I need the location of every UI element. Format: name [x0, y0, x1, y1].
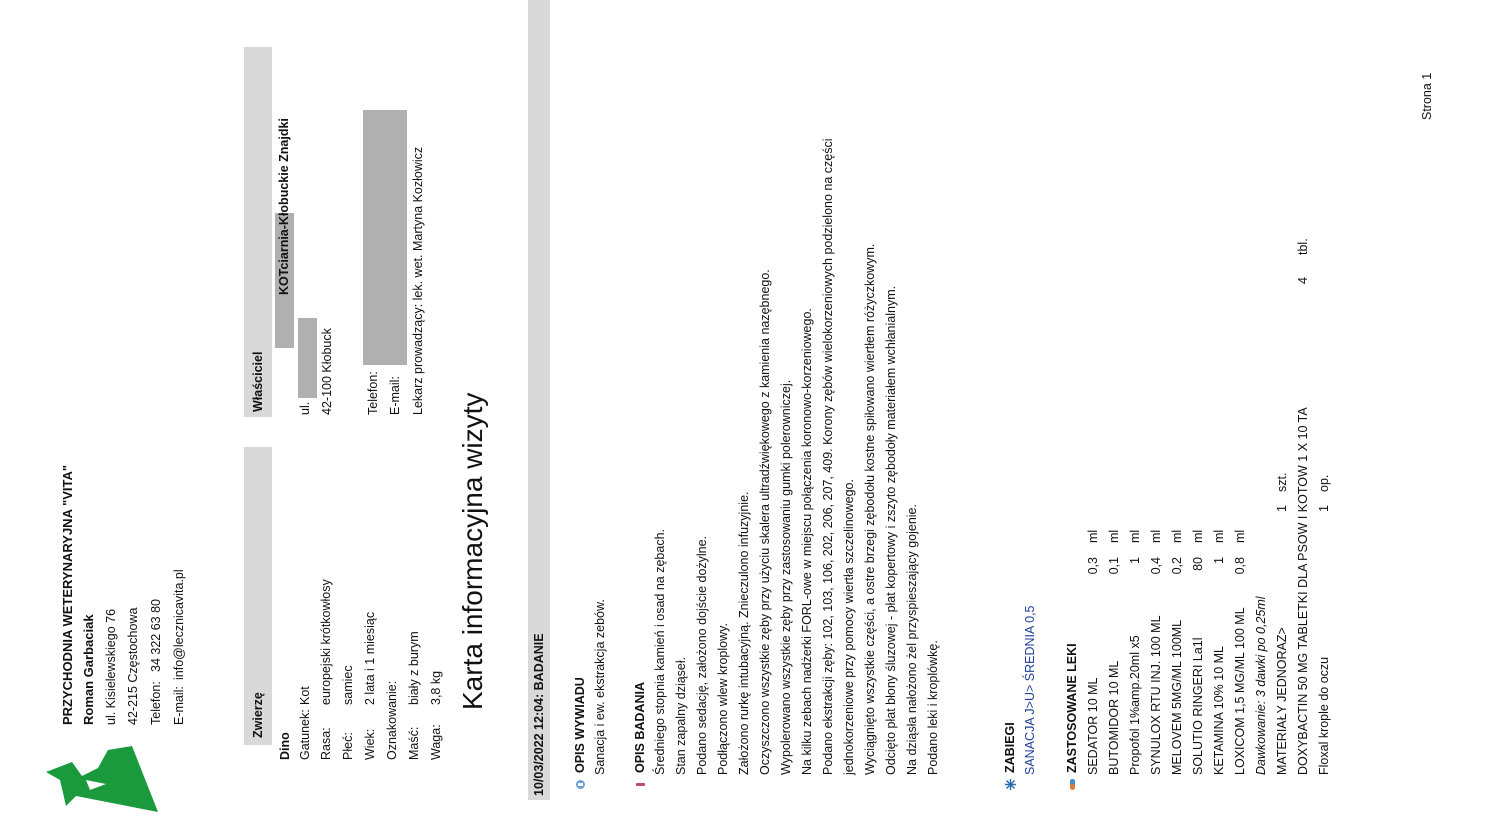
clinic-address-street: ul. Kisielewskiego 76 [104, 608, 118, 725]
exam-line: Założono rurkę intubacyjną. Znieczulono infuzyjnie. [737, 491, 751, 775]
med-unit: ml [1233, 529, 1247, 543]
procedures-title: ZABIEGI [1003, 722, 1017, 773]
med-unit: ml [1086, 529, 1100, 543]
owner-name: KOTciarnia-Kłobuckie Znajdki [277, 118, 291, 295]
med-unit: tbl. [1296, 238, 1310, 255]
exam-line: Wyciągnięto wszystkie części, a ostre brzegi zębodołu kostne spiłowano wiertłem różyczkowym. [863, 243, 877, 775]
clinic-phone: 34 322 63 80 [149, 599, 163, 672]
med-qty: 1 [1317, 505, 1331, 512]
animal-field-label: Wiek: [363, 728, 377, 760]
page-number: Strona 1 [1420, 72, 1434, 120]
owner-city: 42-100 Kłobuck [320, 328, 334, 415]
procedures-section-title [1003, 722, 1017, 790]
clinic-name: PRZYCHODNIA WETERYNARYJNA "VITA" [60, 464, 75, 725]
animal-field-label: Płeć: [341, 732, 355, 760]
exam-line: Podłączono wlew kroplowy. [716, 623, 730, 775]
owner-street-redaction [298, 318, 317, 398]
owner-street-label: ul. [298, 401, 312, 415]
animal-field-label: Gatunek: [298, 709, 312, 760]
med-qty: 80 [1191, 557, 1205, 571]
med-name: DOXYBACTIN 50 MG TABLETKI DLA PSOW I KOTOW 1 X 10 TA [1296, 407, 1310, 775]
med-unit: ml [1212, 529, 1226, 543]
animal-field-value: 2 lata i 1 miesiąc [363, 611, 377, 705]
med-name: KETAMINA 10% 10 ML [1212, 646, 1226, 775]
med-qty: 0,4 [1149, 557, 1163, 575]
procedures-icon [1005, 779, 1016, 790]
med-name: MELOVEM 5MG/ML 100ML [1170, 619, 1184, 775]
exam-title: OPIS BADANIA [633, 682, 647, 773]
meds-section-title [1065, 643, 1079, 790]
animal-field-value: biały z burym [407, 631, 421, 705]
animal-field-label: Waga: [429, 724, 443, 760]
med-unit: ml [1107, 529, 1121, 543]
med-unit: ml [1191, 529, 1205, 543]
animal-field-label: Maść: [407, 726, 421, 760]
exam-icon [635, 779, 646, 790]
history-title: OPIS WYWIADU [573, 677, 587, 773]
med-qty: 1 [1275, 505, 1289, 512]
owner-contact-redaction [363, 110, 407, 365]
owner-doctor: Lekarz prowadzący: lek. wet. Martyna Kozłowicz [411, 146, 425, 415]
med-unit: op. [1317, 474, 1331, 492]
exam-line: Stan zapalny dziąseł. [674, 656, 688, 775]
med-qty: 0,8 [1233, 557, 1247, 575]
meds-title: ZASTOSOWANE LEKI [1065, 643, 1079, 773]
history-icon [575, 779, 586, 790]
exam-line: Odcięto płat błony śluzowej - płat kopertowy i zszyto zębodoły materiałem wchłanialnym. [884, 285, 898, 775]
med-name: BUTOMIDOR 10 ML [1107, 660, 1121, 775]
med-qty: 4 [1296, 277, 1310, 284]
clinic-email: info@lecznicavita.pl [172, 569, 186, 680]
exam-line: Na kilku zebach nadżerki FORL-owe w miejscu połączenia koronowo-korzeniowego. [800, 308, 814, 775]
med-name: Propofol 1%amp.20ml x5 [1128, 635, 1142, 775]
med-name: SOLUTIO RINGERI La1l [1191, 637, 1205, 775]
exam-line: Wypolerowano wszystkie zęby przy zastosowaniu gumki polerowniczej. [779, 379, 793, 775]
med-name: Floxal krople do oczu [1317, 656, 1331, 775]
med-unit: ml [1149, 529, 1163, 543]
clinic-address-city: 42-215 Częstochowa [126, 607, 140, 725]
dosage-note: Dawkowanie: 3 dawki po 0,25ml [1254, 596, 1268, 775]
owner-phone-label: Telefon: [366, 371, 380, 415]
med-qty: 1 [1128, 557, 1142, 564]
med-unit: szt. [1275, 472, 1289, 492]
med-unit: ml [1170, 529, 1184, 543]
med-qty: 0,1 [1107, 557, 1121, 575]
animal-header: Zwierzę [251, 692, 265, 738]
exam-line: Na dziąsła nałożono żel przyspieszający gojenie. [905, 504, 919, 775]
owner-email-label: E-mail: [388, 376, 402, 415]
med-qty: 0,3 [1086, 557, 1100, 575]
exam-section-title [633, 682, 647, 790]
owner-header: Właściciel [251, 351, 265, 412]
animal-field-value: samiec [341, 665, 355, 705]
history-section-title [573, 677, 587, 790]
animal-field-label: Oznakowanie: [385, 680, 399, 760]
animal-field-label: Rasa: [319, 727, 333, 760]
med-name: LOXICOM 1,5 MG/ML 100 ML [1233, 607, 1247, 775]
clinic-owner: Roman Garbaciak [81, 614, 96, 725]
exam-line: Podano ekstrakcji zęby: 102, 103, 106, 202, 206, 207, 409. Korony zębów wielokorzeniowych podzielono na części [821, 138, 835, 775]
clinic-phone-label: Telefon: [149, 681, 163, 725]
clinic-email-label: E-mail: [172, 686, 186, 725]
med-qty: 0,2 [1170, 557, 1184, 575]
animal-name: Dino [278, 732, 292, 760]
animal-field-value: Kot [298, 686, 312, 705]
med-name: MATERIAŁY JEDNORAZ> [1275, 627, 1289, 775]
procedure-link[interactable]: SANACJA J>U> ŚREDNIA 0,5 [1023, 605, 1037, 775]
exam-line: jednokorzeniowe przy pomocy wiertła szczelinowego. [842, 479, 856, 775]
med-name: SEDATOR 10 ML [1086, 677, 1100, 775]
med-unit: ml [1128, 529, 1142, 543]
exam-line: Podano leki i kroplówkę. [926, 640, 940, 775]
animal-field-value: 3,8 kg [429, 670, 443, 705]
med-qty: 1 [1212, 557, 1226, 564]
med-name: SYNULOX RTU INJ. 100 ML [1149, 615, 1163, 775]
pill-icon [1067, 779, 1078, 790]
visit-header: 10/03/2022 12:04: BADANIE [532, 633, 546, 796]
exam-line: Podano sedację, założono dojście dożylne. [695, 535, 709, 775]
page-title: Karta informacyjna wizyty [457, 392, 488, 710]
exam-line: Średniego stopnia kamień i osad na zębach. [653, 529, 667, 775]
animal-field-value: europejski krótkowłosy [319, 579, 333, 705]
clinic-logo-icon [42, 736, 162, 820]
exam-line: Oczyszczono wszystkie zęby przy użyciu skalera ultradźwiękowego z kamienia nazębnego. [758, 269, 772, 775]
history-line: Sanacja i ew. ekstrakcja zebów. [593, 599, 607, 775]
